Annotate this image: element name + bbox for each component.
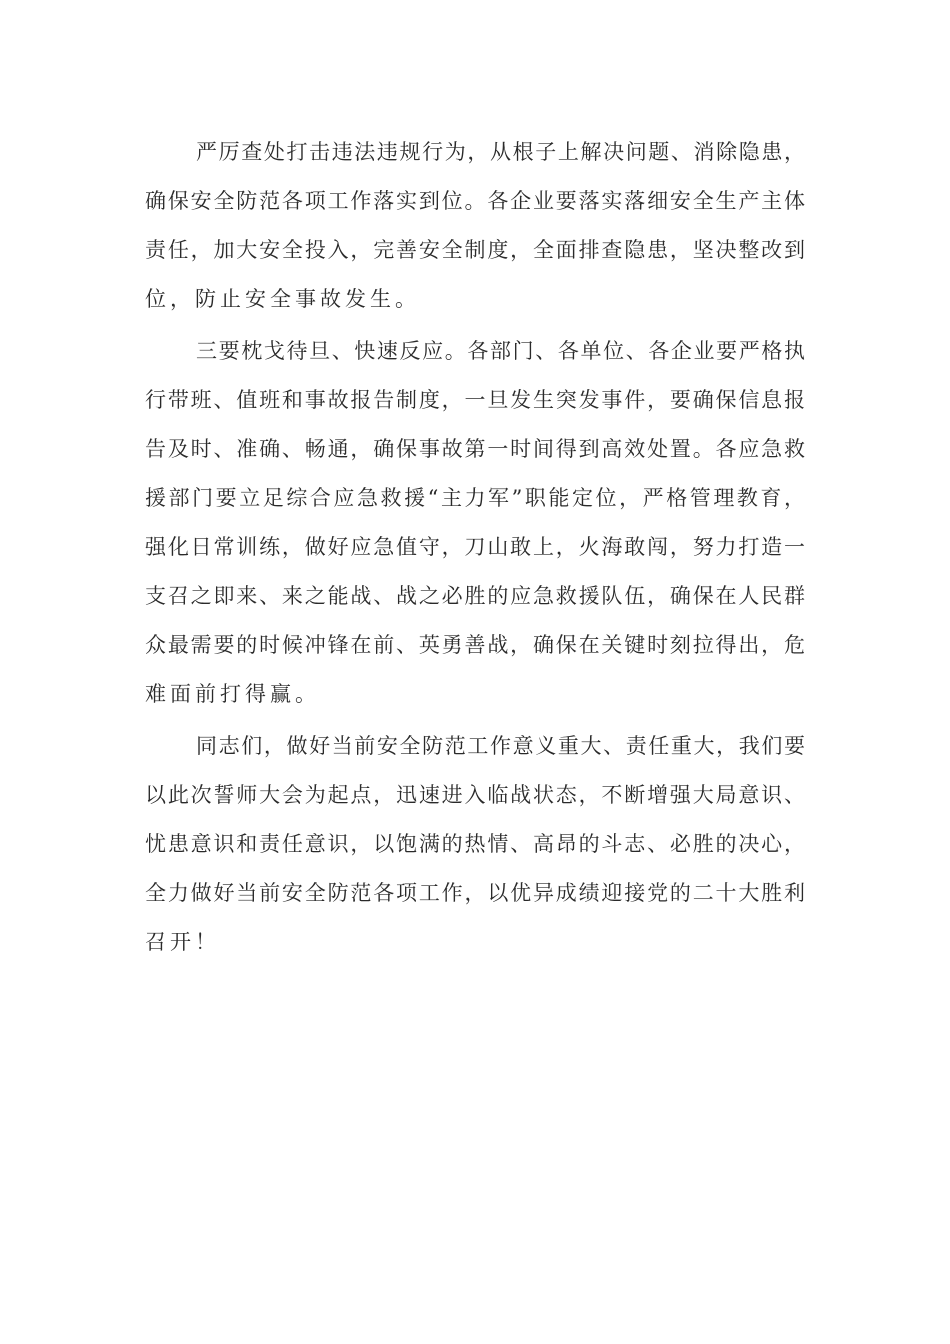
text-line: 确保安全防范各项工作落实到位。各企业要落实落细安全生产主体 — [145, 189, 805, 213]
text-line: 召开！ — [145, 930, 220, 954]
text-line: 以此次誓师大会为起点，迅速进入临战状态，不断增强大局意识、 — [145, 783, 805, 807]
text-line: 众最需要的时候冲锋在前、英勇善战，确保在关键时刻拉得出，危 — [145, 633, 805, 657]
text-line: 位，防止安全事故发生。 — [145, 287, 420, 311]
text-line: 难面前打得赢。 — [145, 682, 320, 706]
text-line: 严厉查处打击违法违规行为，从根子上解决问题、消除隐患， — [196, 140, 805, 164]
text-line: 援部门要立足综合应急救援“主力军”职能定位，严格管理教育， — [145, 486, 805, 510]
text-line: 全力做好当前安全防范各项工作，以优异成绩迎接党的二十大胜利 — [145, 881, 805, 905]
text-line: 支召之即来、来之能战、战之必胜的应急救援队伍，确保在人民群 — [145, 584, 805, 608]
text-line: 同志们，做好当前安全防范工作意义重大、责任重大，我们要 — [196, 734, 805, 758]
text-line: 三要枕戈待旦、快速反应。各部门、各单位、各企业要严格执 — [196, 339, 805, 363]
text-line: 行带班、值班和事故报告制度，一旦发生突发事件，要确保信息报 — [145, 388, 805, 412]
text-line: 强化日常训练，做好应急值守，刀山敢上，火海敢闯，努力打造一 — [145, 535, 805, 559]
text-line: 责任，加大安全投入，完善安全制度，全面排查隐患，坚决整改到 — [145, 238, 805, 262]
text-line: 忧患意识和责任意识，以饱满的热情、高昂的斗志、必胜的决心， — [145, 832, 805, 856]
text-line: 告及时、准确、畅通，确保事故第一时间得到高效处置。各应急救 — [145, 437, 805, 461]
